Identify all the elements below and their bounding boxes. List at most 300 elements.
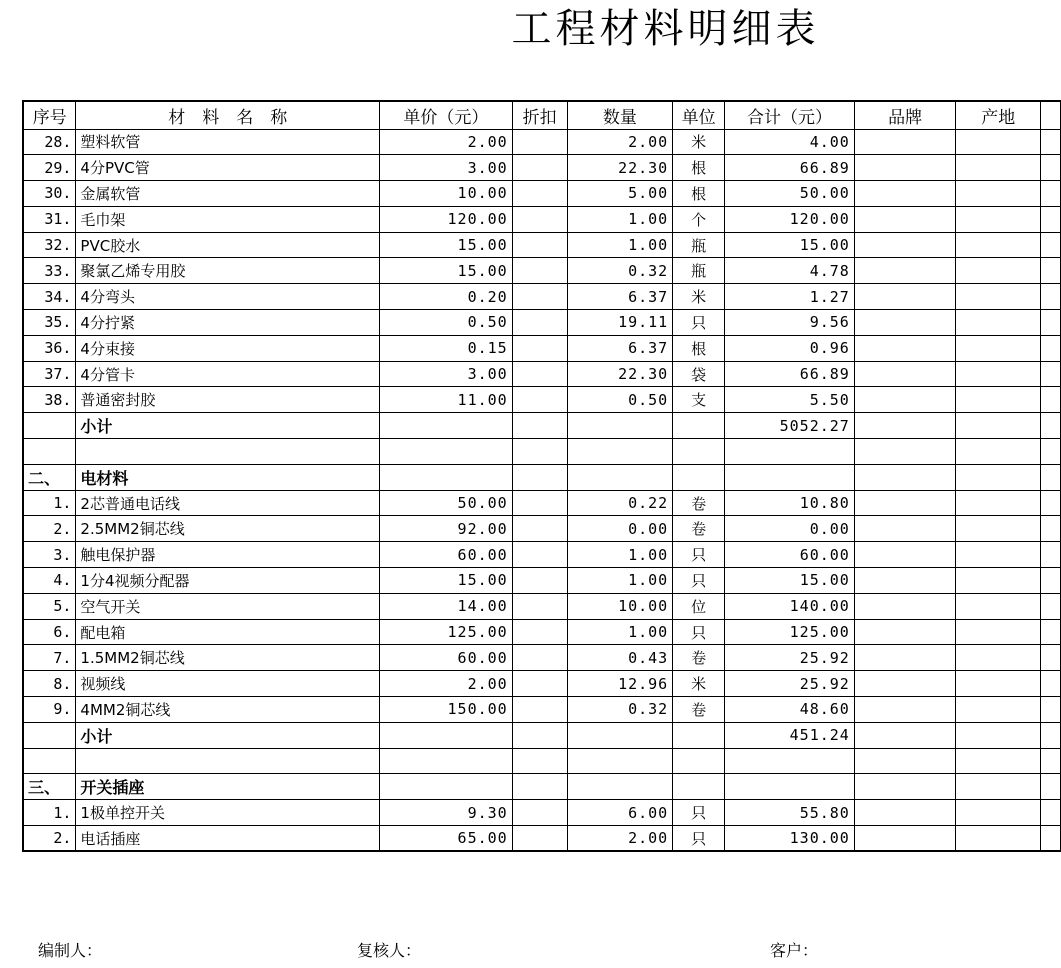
cell-unit: 卷: [673, 490, 725, 516]
cell-quantity: 0.22: [567, 490, 673, 516]
table-row: [23, 619, 1061, 645]
cell-discount: [512, 155, 567, 181]
cell-index: [23, 722, 76, 748]
cell-extra: [1041, 181, 1061, 207]
cell-extra: [1041, 335, 1061, 361]
cell-unit: 根: [673, 155, 725, 181]
table-row: [23, 387, 1061, 413]
cell-total: 66.89: [725, 361, 855, 387]
header-extra: [1041, 101, 1061, 129]
cell-index: 1.: [23, 490, 76, 516]
cell-origin: [956, 310, 1041, 336]
cell-total: 15.00: [725, 568, 855, 594]
table-row: [23, 361, 1061, 387]
cell-unit: 个: [673, 206, 725, 232]
cell-extra: [1041, 413, 1061, 439]
section-row: [23, 774, 1061, 800]
cell-discount: [512, 206, 567, 232]
cell-quantity: 1.00: [567, 619, 673, 645]
cell-brand: [854, 697, 956, 723]
cell-material-name: 触电保护器: [76, 542, 380, 568]
cell-discount: [512, 129, 567, 155]
cell-unit-price: 11.00: [380, 387, 513, 413]
cell-brand: [854, 619, 956, 645]
cell-total: 5.50: [725, 387, 855, 413]
cell-material-name: 4MM2铜芯线: [76, 697, 380, 723]
cell-unit-price: 9.30: [380, 800, 513, 826]
cell-material-name: 4分管卡: [76, 361, 380, 387]
cell-unit: 只: [673, 310, 725, 336]
cell-discount: [512, 748, 567, 774]
cell-discount: [512, 671, 567, 697]
cell-origin: [956, 800, 1041, 826]
cell-discount: [512, 774, 567, 800]
cell-origin: [956, 155, 1041, 181]
cell-index: 32.: [23, 232, 76, 258]
cell-total: 66.89: [725, 155, 855, 181]
cell-origin: [956, 748, 1041, 774]
cell-unit: 只: [673, 826, 725, 852]
cell-index: 二、: [23, 464, 76, 490]
cell-unit: 位: [673, 593, 725, 619]
footer-client: 客户：: [770, 941, 819, 960]
cell-unit-price: [380, 464, 513, 490]
cell-index: 37.: [23, 361, 76, 387]
cell-brand: [854, 206, 956, 232]
cell-origin: [956, 645, 1041, 671]
cell-index: 30.: [23, 181, 76, 207]
cell-extra: [1041, 361, 1061, 387]
header-row: [23, 101, 1061, 129]
cell-unit-price: 0.20: [380, 284, 513, 310]
cell-origin: [956, 413, 1041, 439]
cell-index: 1.: [23, 800, 76, 826]
cell-extra: [1041, 516, 1061, 542]
cell-total: [725, 439, 855, 465]
cell-index: 7.: [23, 645, 76, 671]
cell-unit: 支: [673, 387, 725, 413]
table-row: [23, 335, 1061, 361]
cell-unit-price: 15.00: [380, 258, 513, 284]
cell-quantity: 0.00: [567, 516, 673, 542]
cell-total: [725, 464, 855, 490]
table-row: [23, 800, 1061, 826]
cell-material-name: 2芯普通电话线: [76, 490, 380, 516]
cell-total: 50.00: [725, 181, 855, 207]
cell-brand: [854, 671, 956, 697]
cell-brand: [854, 800, 956, 826]
cell-total: 10.80: [725, 490, 855, 516]
cell-discount: [512, 310, 567, 336]
cell-brand: [854, 490, 956, 516]
cell-unit-price: 50.00: [380, 490, 513, 516]
cell-quantity: 1.00: [567, 232, 673, 258]
cell-total: 4.78: [725, 258, 855, 284]
cell-unit-price: 0.15: [380, 335, 513, 361]
table-row: [23, 232, 1061, 258]
table-row: [23, 181, 1061, 207]
cell-extra: [1041, 748, 1061, 774]
cell-brand: [854, 568, 956, 594]
cell-brand: [854, 181, 956, 207]
cell-total: 0.96: [725, 335, 855, 361]
cell-origin: [956, 232, 1041, 258]
cell-unit-price: [380, 774, 513, 800]
cell-origin: [956, 490, 1041, 516]
cell-discount: [512, 697, 567, 723]
cell-quantity: 0.43: [567, 645, 673, 671]
cell-index: [23, 748, 76, 774]
cell-quantity: 1.00: [567, 568, 673, 594]
cell-total: 15.00: [725, 232, 855, 258]
cell-quantity: 6.37: [567, 335, 673, 361]
cell-total: 25.92: [725, 671, 855, 697]
cell-unit: 瓶: [673, 258, 725, 284]
cell-unit-price: 3.00: [380, 361, 513, 387]
cell-material-name: 4分束接: [76, 335, 380, 361]
cell-origin: [956, 619, 1041, 645]
cell-extra: [1041, 284, 1061, 310]
cell-unit-price: 60.00: [380, 645, 513, 671]
cell-origin: [956, 464, 1041, 490]
cell-discount: [512, 826, 567, 852]
cell-total: 1.27: [725, 284, 855, 310]
cell-brand: [854, 335, 956, 361]
cell-unit-price: 15.00: [380, 568, 513, 594]
cell-brand: [854, 310, 956, 336]
cell-total: 451.24: [725, 722, 855, 748]
table-row: [23, 593, 1061, 619]
table-row: [23, 645, 1061, 671]
cell-quantity: [567, 464, 673, 490]
cell-discount: [512, 490, 567, 516]
cell-extra: [1041, 490, 1061, 516]
header-material-name: 材 料 名 称: [76, 101, 380, 129]
cell-origin: [956, 774, 1041, 800]
cell-index: 28.: [23, 129, 76, 155]
cell-brand: [854, 516, 956, 542]
cell-material-name: 电材料: [76, 464, 380, 490]
cell-unit-price: 65.00: [380, 826, 513, 852]
cell-origin: [956, 258, 1041, 284]
cell-quantity: 0.32: [567, 258, 673, 284]
cell-material-name: 1.5MM2铜芯线: [76, 645, 380, 671]
cell-unit: [673, 748, 725, 774]
cell-index: 38.: [23, 387, 76, 413]
cell-extra: [1041, 310, 1061, 336]
cell-brand: [854, 826, 956, 852]
cell-index: 8.: [23, 671, 76, 697]
cell-total: 0.00: [725, 516, 855, 542]
cell-index: [23, 439, 76, 465]
cell-unit-price: [380, 748, 513, 774]
cell-total: [725, 748, 855, 774]
cell-unit-price: [380, 722, 513, 748]
cell-extra: [1041, 387, 1061, 413]
header-discount: 折扣: [512, 101, 567, 129]
cell-brand: [854, 258, 956, 284]
cell-index: [23, 413, 76, 439]
cell-unit: 只: [673, 568, 725, 594]
cell-unit: [673, 413, 725, 439]
header-origin: 产地: [956, 101, 1041, 129]
header-index: 序号: [23, 101, 76, 129]
cell-brand: [854, 464, 956, 490]
cell-extra: [1041, 800, 1061, 826]
cell-extra: [1041, 129, 1061, 155]
cell-discount: [512, 542, 567, 568]
cell-discount: [512, 464, 567, 490]
table-row: [23, 310, 1061, 336]
cell-unit-price: 3.00: [380, 155, 513, 181]
cell-origin: [956, 593, 1041, 619]
cell-quantity: 1.00: [567, 542, 673, 568]
cell-total: [725, 774, 855, 800]
cell-origin: [956, 361, 1041, 387]
cell-unit: [673, 464, 725, 490]
cell-discount: [512, 619, 567, 645]
cell-origin: [956, 206, 1041, 232]
cell-origin: [956, 542, 1041, 568]
cell-origin: [956, 722, 1041, 748]
cell-unit-price: 15.00: [380, 232, 513, 258]
cell-total: 60.00: [725, 542, 855, 568]
cell-index: 三、: [23, 774, 76, 800]
cell-discount: [512, 593, 567, 619]
cell-extra: [1041, 645, 1061, 671]
table-row: [23, 439, 1061, 465]
cell-discount: [512, 722, 567, 748]
cell-index: 9.: [23, 697, 76, 723]
table-row: [23, 490, 1061, 516]
cell-discount: [512, 800, 567, 826]
cell-index: 35.: [23, 310, 76, 336]
cell-unit: 卷: [673, 645, 725, 671]
cell-brand: [854, 593, 956, 619]
cell-unit-price: 2.00: [380, 129, 513, 155]
cell-unit-price: 120.00: [380, 206, 513, 232]
cell-material-name: 开关插座: [76, 774, 380, 800]
cell-discount: [512, 645, 567, 671]
cell-brand: [854, 387, 956, 413]
cell-index: 4.: [23, 568, 76, 594]
header-unit: 单位: [673, 101, 725, 129]
table-row: [23, 826, 1061, 852]
cell-material-name: [76, 748, 380, 774]
cell-extra: [1041, 774, 1061, 800]
cell-extra: [1041, 258, 1061, 284]
cell-unit: 米: [673, 129, 725, 155]
header-total: 合计（元）: [725, 101, 855, 129]
cell-unit: 只: [673, 800, 725, 826]
cell-discount: [512, 284, 567, 310]
cell-brand: [854, 774, 956, 800]
cell-brand: [854, 722, 956, 748]
cell-quantity: [567, 439, 673, 465]
cell-unit: 瓶: [673, 232, 725, 258]
cell-material-name: 普通密封胶: [76, 387, 380, 413]
table-row: [23, 258, 1061, 284]
cell-origin: [956, 129, 1041, 155]
cell-unit-price: 125.00: [380, 619, 513, 645]
cell-unit: 卷: [673, 516, 725, 542]
cell-discount: [512, 335, 567, 361]
cell-quantity: [567, 774, 673, 800]
cell-extra: [1041, 464, 1061, 490]
cell-index: 2.: [23, 516, 76, 542]
cell-extra: [1041, 722, 1061, 748]
cell-unit-price: 150.00: [380, 697, 513, 723]
cell-extra: [1041, 206, 1061, 232]
cell-unit: [673, 774, 725, 800]
cell-total: 140.00: [725, 593, 855, 619]
table-row: [23, 129, 1061, 155]
cell-material-name: 电话插座: [76, 826, 380, 852]
table-row: [23, 206, 1061, 232]
cell-total: 55.80: [725, 800, 855, 826]
cell-total: 4.00: [725, 129, 855, 155]
cell-extra: [1041, 155, 1061, 181]
cell-extra: [1041, 439, 1061, 465]
cell-material-name: PVC胶水: [76, 232, 380, 258]
cell-origin: [956, 181, 1041, 207]
cell-material-name: 塑料软管: [76, 129, 380, 155]
cell-index: 5.: [23, 593, 76, 619]
table-row: [23, 516, 1061, 542]
cell-brand: [854, 129, 956, 155]
cell-material-name: 金属软管: [76, 181, 380, 207]
table-row: [23, 748, 1061, 774]
cell-extra: [1041, 593, 1061, 619]
cell-quantity: 22.30: [567, 155, 673, 181]
cell-unit: 根: [673, 181, 725, 207]
cell-origin: [956, 516, 1041, 542]
cell-brand: [854, 542, 956, 568]
cell-unit-price: 60.00: [380, 542, 513, 568]
cell-brand: [854, 439, 956, 465]
cell-origin: [956, 335, 1041, 361]
cell-total: 9.56: [725, 310, 855, 336]
cell-brand: [854, 155, 956, 181]
cell-material-name: 毛巾架: [76, 206, 380, 232]
cell-extra: [1041, 568, 1061, 594]
table-row: [23, 568, 1061, 594]
cell-unit-price: [380, 413, 513, 439]
table-row: [23, 155, 1061, 181]
cell-unit: 只: [673, 619, 725, 645]
cell-discount: [512, 361, 567, 387]
cell-index: 29.: [23, 155, 76, 181]
cell-unit: 袋: [673, 361, 725, 387]
cell-discount: [512, 181, 567, 207]
cell-index: 36.: [23, 335, 76, 361]
cell-quantity: 10.00: [567, 593, 673, 619]
cell-quantity: 1.00: [567, 206, 673, 232]
cell-unit-price: 14.00: [380, 593, 513, 619]
cell-origin: [956, 439, 1041, 465]
cell-extra: [1041, 542, 1061, 568]
cell-material-name: 小计: [76, 413, 380, 439]
cell-extra: [1041, 232, 1061, 258]
cell-total: 48.60: [725, 697, 855, 723]
cell-material-name: 2.5MM2铜芯线: [76, 516, 380, 542]
cell-material-name: [76, 439, 380, 465]
cell-material-name: 1分4视频分配器: [76, 568, 380, 594]
cell-quantity: 6.00: [567, 800, 673, 826]
cell-brand: [854, 232, 956, 258]
cell-material-name: 小计: [76, 722, 380, 748]
cell-quantity: [567, 413, 673, 439]
cell-brand: [854, 645, 956, 671]
cell-unit-price: 10.00: [380, 181, 513, 207]
cell-unit-price: 0.50: [380, 310, 513, 336]
cell-quantity: [567, 748, 673, 774]
cell-quantity: 5.00: [567, 181, 673, 207]
table-row: [23, 284, 1061, 310]
cell-origin: [956, 697, 1041, 723]
cell-unit-price: [380, 439, 513, 465]
subtotal-row: [23, 413, 1061, 439]
cell-origin: [956, 568, 1041, 594]
cell-unit-price: 92.00: [380, 516, 513, 542]
cell-discount: [512, 258, 567, 284]
header-brand: 品牌: [854, 101, 956, 129]
cell-discount: [512, 232, 567, 258]
cell-material-name: 4分弯头: [76, 284, 380, 310]
cell-quantity: 0.50: [567, 387, 673, 413]
cell-quantity: 22.30: [567, 361, 673, 387]
header-quantity: 数量: [567, 101, 673, 129]
cell-discount: [512, 413, 567, 439]
cell-index: 34.: [23, 284, 76, 310]
footer-preparer: 编制人：: [38, 941, 103, 960]
cell-extra: [1041, 619, 1061, 645]
cell-index: 6.: [23, 619, 76, 645]
page-title: 工程材料明细表: [511, 6, 820, 52]
cell-quantity: 0.32: [567, 697, 673, 723]
section-row: [23, 464, 1061, 490]
cell-unit-price: 2.00: [380, 671, 513, 697]
cell-unit: 米: [673, 284, 725, 310]
cell-brand: [854, 748, 956, 774]
cell-quantity: [567, 722, 673, 748]
cell-brand: [854, 284, 956, 310]
cell-extra: [1041, 697, 1061, 723]
cell-unit: 根: [673, 335, 725, 361]
cell-brand: [854, 361, 956, 387]
cell-material-name: 空气开关: [76, 593, 380, 619]
cell-quantity: 12.96: [567, 671, 673, 697]
cell-material-name: 4分PVC管: [76, 155, 380, 181]
cell-discount: [512, 387, 567, 413]
cell-material-name: 配电箱: [76, 619, 380, 645]
cell-origin: [956, 671, 1041, 697]
table-row: [23, 697, 1061, 723]
cell-extra: [1041, 671, 1061, 697]
cell-total: 130.00: [725, 826, 855, 852]
cell-discount: [512, 516, 567, 542]
table-row: [23, 542, 1061, 568]
cell-unit: 卷: [673, 697, 725, 723]
cell-unit: [673, 722, 725, 748]
cell-total: 125.00: [725, 619, 855, 645]
cell-discount: [512, 568, 567, 594]
cell-unit: [673, 439, 725, 465]
cell-quantity: 2.00: [567, 129, 673, 155]
table-row: [23, 671, 1061, 697]
cell-total: 120.00: [725, 206, 855, 232]
cell-unit: 米: [673, 671, 725, 697]
